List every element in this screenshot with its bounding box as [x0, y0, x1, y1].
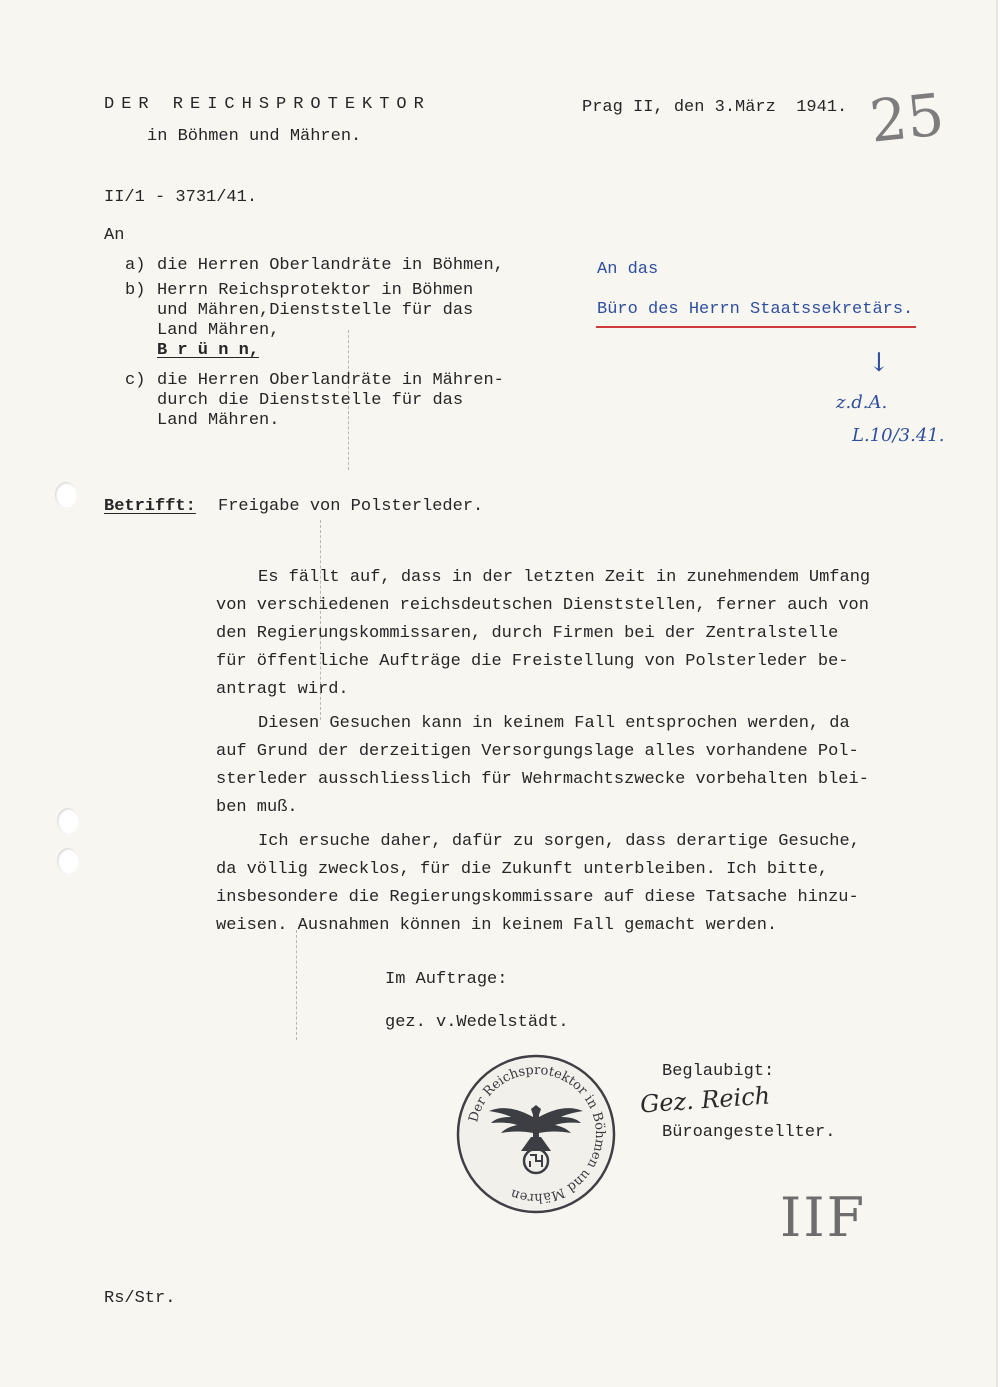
certifier-role: Büroangestellter. — [662, 1123, 836, 1142]
body-line: insbesondere die Regierungskommissare auf diese Tatsache hinzu- — [216, 888, 859, 907]
im-auftrage: Im Auftrage: — [385, 970, 508, 989]
addressee-marker-b: b) — [125, 281, 146, 300]
signed-name: gez. v.Wedelstädt. — [385, 1013, 569, 1032]
body-line: für öffentliche Aufträge die Freistellung von Polsterleder be- — [216, 652, 849, 671]
authority-heading: DER REICHSPROTEKTOR — [104, 95, 431, 114]
punch-hole — [57, 808, 79, 834]
footer-initials: Rs/Str. — [104, 1289, 176, 1308]
body-line: auf Grund der derzeitigen Versorgungslage alles vorhandene Pol- — [216, 742, 859, 761]
body-line: ben muß. — [216, 798, 298, 817]
seal-text: Der Reichsprotektor in Böhmen und Mähren — [466, 1062, 608, 1206]
reference-number: II/1 - 3731/41. — [104, 188, 258, 207]
punch-hole — [57, 848, 79, 874]
handwritten-signature: Gez. Reich — [639, 1081, 771, 1119]
addressee-a-line: die Herren Oberlandräte in Böhmen, — [157, 256, 504, 275]
punch-hole — [55, 482, 77, 508]
body-line: Es fällt auf, dass in der letzten Zeit in zunehmendem Umfang — [258, 568, 871, 587]
addressee-c-line: die Herren Oberlandräte in Mähren- — [157, 371, 504, 390]
body-line: antragt wird. — [216, 680, 349, 699]
blue-note-zda: z.d.A. — [836, 392, 888, 413]
body-line: da völlig zwecklos, für die Zukunft unterbleiben. Ich bitte, — [216, 860, 829, 879]
handwritten-initials: IIF — [780, 1186, 867, 1249]
addressee-b-line: und Mähren,Dienststelle für das — [157, 301, 474, 320]
addressee-c-line: Land Mähren. — [157, 411, 280, 430]
handwritten-page-number: 25 — [866, 80, 948, 156]
blue-note-date: L.10/3.41. — [852, 425, 945, 446]
official-seal — [455, 1053, 617, 1215]
subject-label: Betrifft: — [104, 497, 196, 516]
addressee-b-line: Herrn Reichsprotektor in Böhmen — [157, 281, 474, 300]
addressee-intro: An — [104, 226, 125, 245]
body-line: sterleder ausschliesslich für Wehrmachtszwecke vorbehalten blei- — [216, 770, 869, 789]
place-date: Prag II, den 3.März 1941. — [582, 98, 848, 117]
body-line: den Regierungskommissaren, durch Firmen bei der Zentralstelle — [216, 624, 839, 643]
body-line: Ich ersuche daher, dafür zu sorgen, dass derartige Gesuche, — [258, 832, 860, 851]
certified-label: Beglaubigt: — [662, 1062, 775, 1081]
blue-note-mark: ↓ — [868, 348, 890, 378]
addressee-marker-a: a) — [125, 256, 146, 275]
addressee-c-line: durch die Dienststelle für das — [157, 391, 464, 410]
red-underline — [596, 326, 916, 328]
addressee-marker-c: c) — [125, 371, 146, 390]
body-line: Diesen Gesuchen kann in keinem Fall entsprochen werden, da — [258, 714, 850, 733]
addressee-b-city: B r ü n n, — [157, 341, 260, 360]
addressee-b-line: Land Mähren, — [157, 321, 280, 340]
forward-stamp-line1: An das — [597, 260, 659, 279]
forward-stamp-line2: Büro des Herrn Staatssekretärs. — [597, 300, 914, 319]
body-line: weisen. Ausnahmen können in keinem Fall gemacht werden. — [216, 916, 778, 935]
authority-subheading: in Böhmen und Mähren. — [147, 127, 362, 146]
fold-line — [296, 930, 297, 1040]
body-line: von verschiedenen reichsdeutschen Dienststellen, ferner auch von — [216, 596, 869, 615]
subject-text: Freigabe von Polsterleder. — [218, 497, 484, 516]
